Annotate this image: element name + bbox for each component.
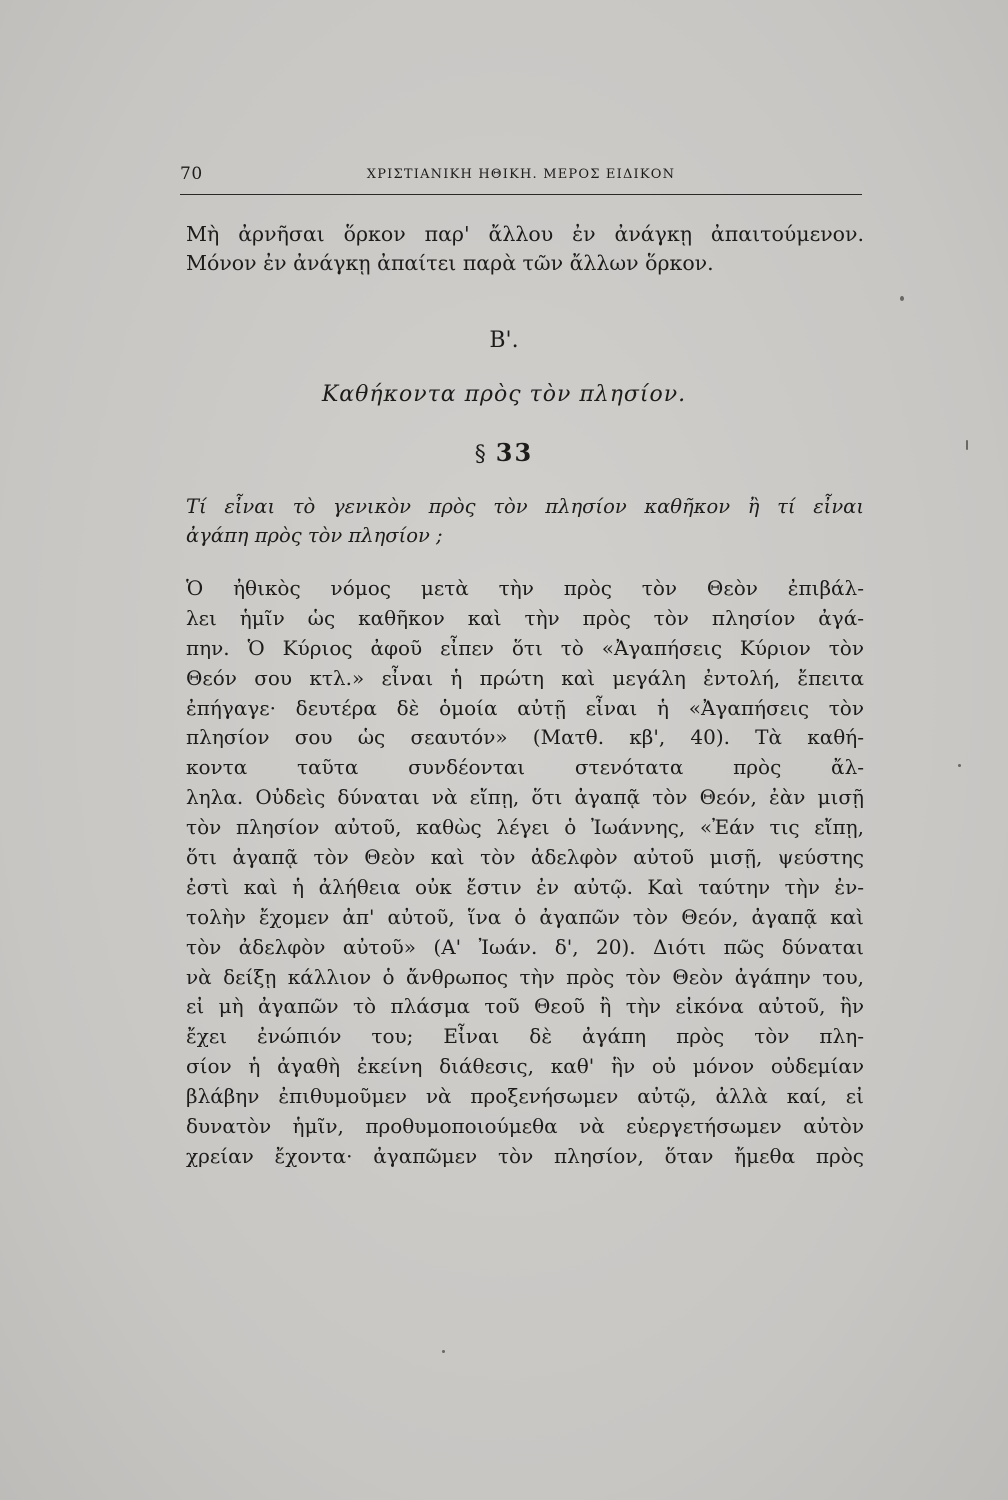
answer-line: χρείαν ἔχοντα· ἀγαπῶμεν τὸν πλησίον, ὅταν ἤμεθα πρὸς xyxy=(186,1143,864,1168)
answer-line: τολὴν ἔχομεν ἀπ' αὐτοῦ, ἵνα ὁ ἀγαπῶν τὸν Θεόν, ἀγαπᾷ καὶ xyxy=(186,904,864,929)
question-line: ἀγάπη πρὸς τὸν πλησίον ; xyxy=(186,524,443,547)
answer-line: ληλα. Οὐδεὶς δύναται νὰ εἴπῃ, ὅτι ἀγαπᾷ τὸν Θεόν, ἐὰν μισῇ xyxy=(186,785,864,810)
section-title: Καθήκοντα πρὸς τὸν πλησίον. xyxy=(321,382,687,407)
answer-line: κοντα ταῦτα συνδέονται στενότατα πρὸς ἄλ- xyxy=(186,755,864,780)
section-letter: Β'. xyxy=(489,328,519,353)
answer-line: πλησίον σου ὡς σεαυτόν» (Ματθ. κβ', 40). Τὰ καθή- xyxy=(186,725,864,750)
answer-line: τὸν πλησίον αὐτοῦ, καθὼς λέγει ὁ Ἰωάννης, «Ἐάν τις εἴπῃ, xyxy=(186,815,864,840)
answer-line: ἔχει ἐνώπιόν του; Εἶναι δὲ ἀγάπη πρὸς τὸν πλη- xyxy=(186,1024,864,1049)
answer-line: Ὁ ἠθικὸς νόμος μετὰ τὴν πρὸς τὸν Θεὸν ἐπιβάλ- xyxy=(186,576,864,600)
header-rule xyxy=(180,194,862,195)
intro-line: Μόνον ἐν ἀνάγκῃ ἀπαίτει παρὰ τῶν ἄλλων ὅρκον. xyxy=(186,251,714,275)
intro-line: Μὴ ἀρνῆσαι ὅρκον παρ' ἄλλου ἐν ἀνάγκῃ ἀπαιτούμενον. xyxy=(186,222,864,246)
question-block xyxy=(186,492,864,550)
paragraph-number: 33 xyxy=(495,438,534,467)
page-number: 70 xyxy=(180,164,203,184)
answer-line: τὸν ἀδελφὸν αὐτοῦ» (Α' Ἰωάν. δ', 20). Διότι πῶς δύναται xyxy=(186,934,864,959)
answer-line: πην. Ὁ Κύριος ἀφοῦ εἶπεν ὅτι τὸ «Ἀγαπήσεις Κύριον τὸν xyxy=(186,635,864,660)
paper-speck xyxy=(966,440,968,450)
answer-line: εἰ μὴ ἀγαπῶν τὸ πλάσμα τοῦ Θεοῦ ἢ τὴν εἰκόνα αὐτοῦ, ἣν xyxy=(186,994,864,1019)
paragraph-sign: § xyxy=(474,442,486,467)
answer-line: σίον ἡ ἀγαθὴ ἐκείνη διάθεσις, καθ' ἣν οὐ μόνον οὐδεμίαν xyxy=(186,1054,864,1079)
paper-speck xyxy=(442,1350,445,1353)
answer-line: ἐστὶ καὶ ἡ ἀλήθεια οὐκ ἔστιν ἐν αὐτῷ. Καὶ ταύτην τὴν ἐν- xyxy=(186,874,864,899)
paper-speck xyxy=(958,764,961,767)
answer-line: λει ἡμῖν ὡς καθῆκον καὶ τὴν πρὸς τὸν πλησίον ἀγά- xyxy=(186,605,864,630)
answer-line: δυνατὸν ἡμῖν, προθυμοποιούμεθα νὰ εὐεργετήσωμεν αὐτὸν xyxy=(186,1114,864,1139)
answer-line: νὰ δείξῃ κάλλιον ὁ ἄνθρωπος τὴν πρὸς τὸν Θεὸν ἀγάπην του, xyxy=(186,964,864,989)
page-header xyxy=(180,164,862,188)
answer-line: ἐπήγαγε· δευτέρα δὲ ὁμοία αὐτῇ εἶναι ἡ «Ἀγαπήσεις τὸν xyxy=(186,695,864,720)
answer-line: Θεόν σου κτλ.» εἶναι ἡ πρώτη καὶ μεγάλη ἐντολή, ἔπειτα xyxy=(186,665,864,690)
question-line: Τί εἶναι τὸ γενικὸν πρὸς τὸν πλησίον καθῆκον ἢ τί εἶναι xyxy=(186,495,864,518)
running-title: ΧΡΙΣΤΙΑΝΙΚΗ ΗΘΙΚΗ. ΜΕΡΟΣ ΕΙΔΙΚΟΝ xyxy=(366,167,676,182)
intro-block xyxy=(186,220,864,278)
answer-line: βλάβην ἐπιθυμοῦμεν νὰ προξενήσωμεν αὐτῷ, ἀλλὰ καί, εἰ xyxy=(186,1084,864,1109)
answer-line: ὅτι ἀγαπᾷ τὸν Θεὸν καὶ τὸν ἀδελφὸν αὐτοῦ μισῇ, ψεύστης xyxy=(186,845,864,870)
paper-speck xyxy=(900,296,904,301)
paragraph-heading xyxy=(0,438,1008,467)
answer-block xyxy=(186,574,864,1172)
